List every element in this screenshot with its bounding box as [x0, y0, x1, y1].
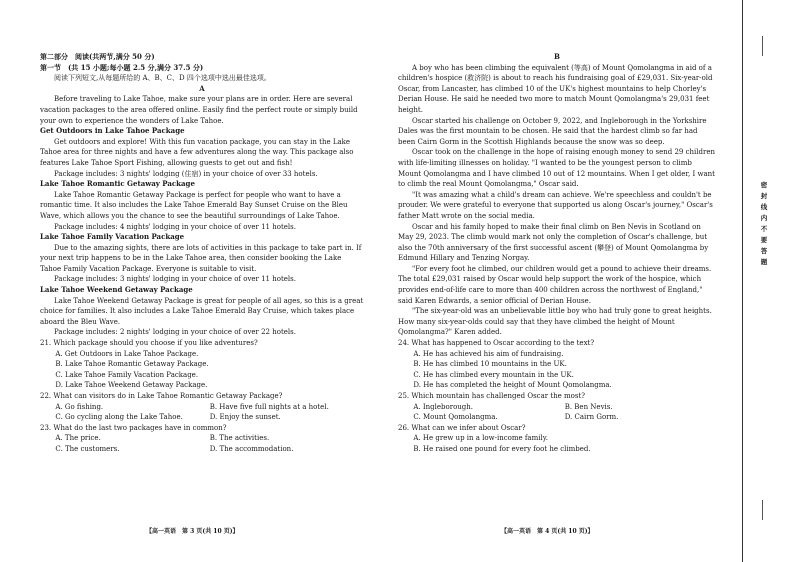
section-heading: Lake Tahoe Family Vacation Package [40, 232, 185, 242]
paragraph: "For every foot he climbed, our children would get a pound to achieve their dreams. The total £29,031 raised by Oscar would help support the work of the hospice, which provides end-of-life care to more than 400 children across the northwest of England," said Karen Edwards, a senior official of Derian House. [398, 264, 712, 305]
option-text: D. Enjoy the sunset. [209, 413, 281, 422]
paragraph: 26. What can we infer about Oscar? [398, 423, 526, 432]
option-text: B. He raised one pound for every foot he climbed. [413, 444, 591, 453]
option-text: B. Ben Nevis. [564, 402, 613, 411]
paragraph: 22. What can visitors do in Lake Tahoe Romantic Getaway Package? [40, 392, 283, 400]
paragraph: 21. Which package should you choose if you like adventures? [40, 339, 258, 348]
paragraph: Lake Tahoe Romantic Getaway Package is perfect for people who want to have a romantic time. It also includes the Lake Tahoe Emerald Bay Sunset Cruise on the Bleu Wave, which allows you the chance to see the beautiful surroundings of Lake Tahoe. [40, 190, 348, 220]
option-text: C. Mount Qomolangma. [413, 413, 498, 422]
option-text: D. Cairn Gorm. [564, 413, 619, 422]
option-text: B. The activities. [209, 434, 270, 443]
option-text: A. Ingleborough. [413, 402, 474, 411]
option-text: D. Lake Tahoe Weekend Getaway Package. [55, 381, 208, 390]
seal-mark-top [762, 36, 769, 56]
option-text: A. He has achieved his aim of fundraising. [413, 349, 564, 358]
page-footer-right: 【高一英语 第 4 页(共 10 页)】 [501, 528, 594, 535]
paragraph: Lake Tahoe Weekend Getaway Package is great for people of all ages, so this is a great choice for families. It also includes a Lake Tahoe Emerald Bay Cruise, which takes place aboard the Bleu Wave. [40, 296, 364, 326]
seal-line [742, 0, 743, 562]
section-heading: Lake Tahoe Romantic Getaway Package [40, 179, 195, 189]
option-row [398, 412, 716, 423]
paragraph: 25. Which mountain has challenged Oscar the most? [398, 392, 586, 400]
option-text: C. He has climbed every mountain in the UK. [413, 370, 574, 379]
option-text: C. Go cycling along the Lake Tahoe. [55, 413, 183, 422]
paragraph: Package includes: 3 nights' lodging in your choice of over 11 hotels. [54, 275, 296, 284]
paragraph: Package includes: 3 nights' lodging (住宿) in your choice of over 33 hotels. [54, 169, 318, 178]
option-text: C. The customers. [55, 444, 120, 453]
paragraph: 23. What do the last two packages have in common? [40, 423, 227, 432]
paragraph: Get outdoors and explore! With this fun vacation package, you can stay in the Lake Tahoe area for three nights and have a few adventures along the way. This package also features Lake Tahoe Sport Fishing, allowing guests to get out and fish! [40, 137, 354, 167]
paragraph: Oscar took on the challenge in the hope of raising enough money to send 29 children with life-limiting illnesses on holiday. "I wanted to be the youngest person to climb Mount Qomolangma and I have climbed 10 out of 12 mountains. When I get older, I want to climb the real Mount Qomolangma," Oscar said. [398, 148, 715, 189]
paragraph: 阅读下列短文,从每题所给的 A、B、C、D 四个选项中选出最佳选项。 [54, 74, 271, 83]
section-heading: B [554, 52, 560, 61]
option-text: B. He has climbed 10 mountains in the UK. [413, 360, 567, 369]
option-text: B. Have five full nights at a hotel. [209, 402, 329, 411]
option-text: B. Lake Tahoe Romantic Getaway Package. [55, 360, 209, 369]
option-text: A. Get Outdoors in Lake Tahoe Package. [55, 349, 199, 358]
paragraph: Due to the amazing sights, there are lots of activities in this package to take part in. If your next trip happens to be in the Lake Tahoe area, then consider booking the Lake Tahoe Family Vacation Package. Everyone is suitable to visit. [40, 243, 362, 273]
section-heading: 第一节 (共 15 小题;每小题 2.5 分,满分 37.5 分) [40, 62, 204, 72]
option-text: A. Go fishing. [55, 402, 104, 411]
seal-mark-bottom [762, 500, 769, 520]
paragraph: Oscar and his family hoped to make their final climb on Ben Nevis in Scotland on May 29, 2023. The climb would mark not only the completion of Oscar's challenge, but also the 70th anniversary of the first successful ascent (攀登) of Mount Qomolangma by Edmund Hillary and Tenzing Norgay. [398, 222, 709, 263]
option-text: D. He has completed the height of Mount Qomolangma. [413, 381, 612, 390]
section-heading: A [199, 83, 205, 93]
option-text: D. The accommodation. [209, 444, 294, 453]
left-column [40, 52, 364, 455]
page-footer-left: 【高一英语 第 3 页(共 10 页)】 [146, 528, 239, 535]
paragraph: "It was amazing what a child's dream can achieve. We're speechless and couldn't be prouder. We were grateful to everyone that supported us along Oscar's journey," Oscar's father Matt wrote on the social media. [398, 190, 713, 220]
paragraph: "The six-year-old was an unbelievable little boy who had truly gone to great heights. How many six-year-olds could say that they have climbed the height of Mount Qomolangma?" Karen added. [398, 307, 712, 337]
paragraph: Before traveling to Lake Tahoe, make sure your plans are in order. Here are several vacation packages to the area offered online. Easily find the perfect route or simply build your own to experience the wonders of Lake Tahoe. [40, 95, 358, 125]
option-text: A. He grew up in a low-income family. [413, 434, 548, 443]
option-text: C. Lake Tahoe Family Vacation Package. [55, 370, 199, 379]
section-heading: 第二部分 阅读(共两节,满分 50 分) [40, 52, 155, 61]
option-row [40, 444, 364, 455]
paragraph: 24. What has happened to Oscar according to the text? [398, 339, 595, 348]
section-heading: Get Outdoors in Lake Tahoe Package [40, 126, 185, 136]
paragraph: Package includes: 4 nights' lodging in your choice of over 11 hotels. [54, 222, 296, 231]
option-row [398, 402, 716, 413]
option-row [40, 412, 364, 423]
paragraph: A boy who has been climbing the equivalent (等高) of Mount Qomolangma in aid of a children's hospice (救济院) is about to reach his fundraising goal of £29,031. Six-year-old Oscar, from Lancaster, has climbed 10 of the UK's highest mountains to help Chorley's Derian House. He said he needed two more to match Mount Qomolangma's 29,031 feet height. [398, 63, 713, 114]
right-column [398, 52, 716, 455]
paragraph: Package includes: 2 nights' lodging in your choice of over 22 hotels. [54, 328, 296, 337]
option-row [40, 402, 364, 413]
seal-notice: 密 封 线 内 不 要 答 题 [760, 181, 774, 266]
option-text: A. The price. [55, 434, 101, 443]
paragraph: Oscar started his challenge on October 9, 2022, and Ingleborough in the Yorkshire Dales was the first mountain to be chosen. He said that the hardest climb so far had been Cairn Gorm in the Scottish Highlands because the snow was so deep. [398, 116, 707, 146]
option-row [40, 433, 364, 444]
section-heading: Lake Tahoe Weekend Getaway Package [40, 285, 193, 295]
